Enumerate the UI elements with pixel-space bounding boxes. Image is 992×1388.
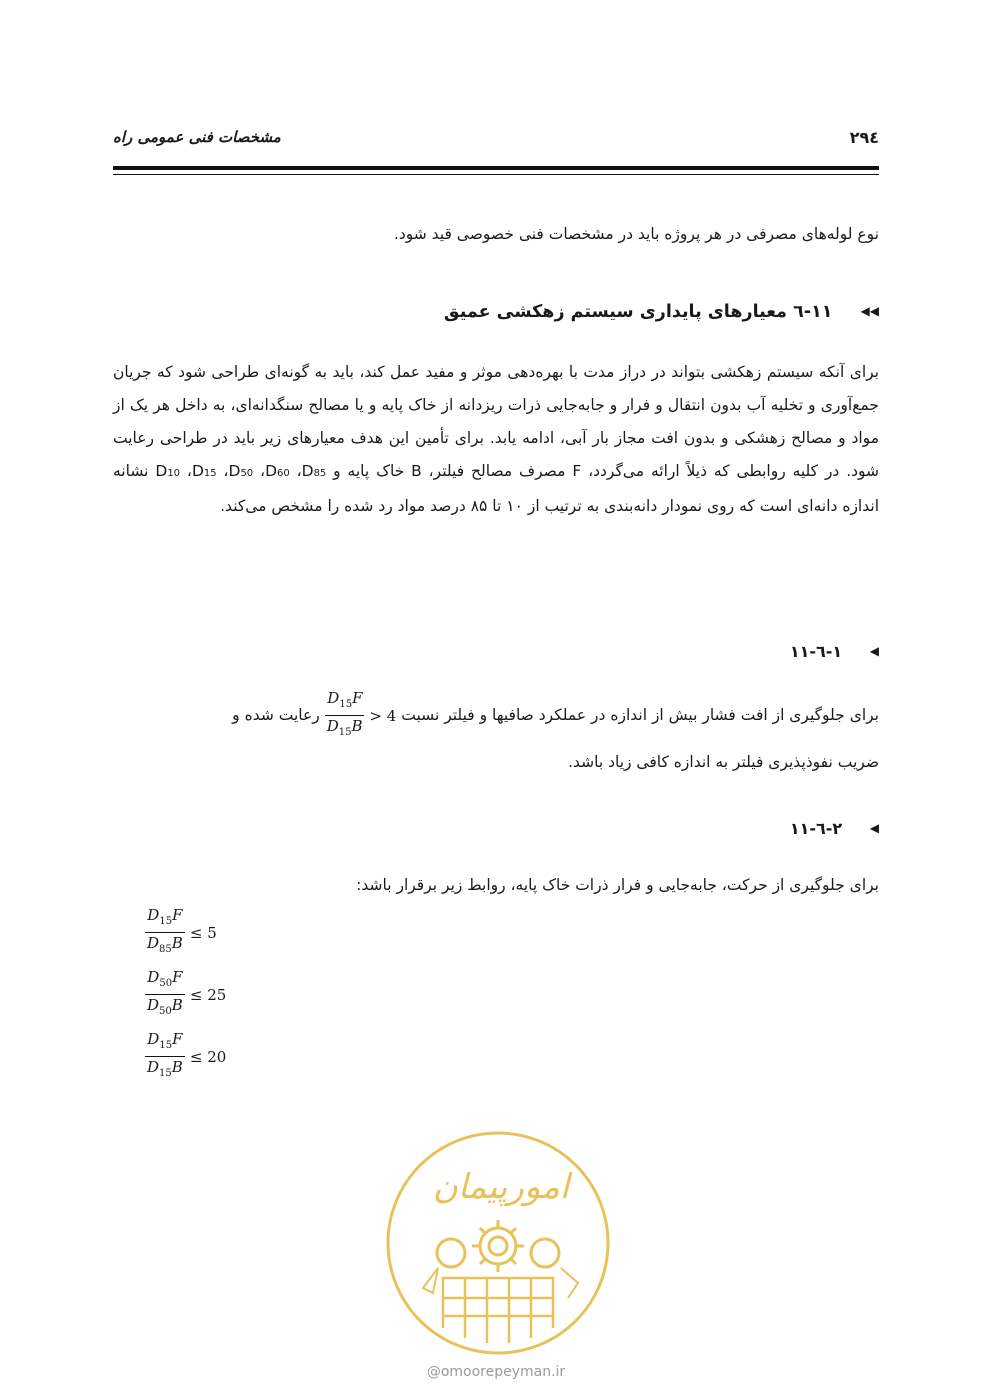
formula-3: $\frac{D_{15}F}{D_{15}B}$ ≤ 20 (147, 1030, 227, 1079)
d50-label: D50 (228, 462, 254, 480)
subsection-2-paragraph: برای جلوگیری از حرکت، جابه‌جایی و فرار ذرات خاک پایه، روابط زیر برقرار باشد: (356, 876, 879, 894)
d85-label: D85 (301, 462, 327, 480)
body-text-part1: برای آنکه سیستم زهکشی بتواند در دراز مدت با بهره‌دهی موثر و مفید عمل کند، باید به گونه‌ای طراحی شود که جریان جمع‌آوری و تخلیه آب بدون انتقال و فرار و جابه‌جایی ذرات ریزدانه از خاک پایه و یا مصالح سنگدانه‌ای، به داخل هر یک از مواد و مصالح زهشکی و بدون افت مجاز بار آبی، ادامه یابد. برای تأمین این هدف معیارهای زیر باید در طراحی رعایت شود. در کلیه روابطی که ذیلاً ارائه می‌گردد، F مصرف مصالح فیلتر، B خاک پایه و (113, 363, 880, 480)
d10-label: D10 (155, 462, 181, 480)
ratio-relation: > 4 (369, 706, 397, 725)
d-labels (302, 462, 327, 480)
subsection-heading-2 (113, 813, 879, 844)
section-heading (113, 296, 879, 327)
website-watermark: @omoorepeyman.ir (426, 1364, 566, 1380)
formula-2: $\frac{D_{50}F}{D_{50}B}$ ≤ 25 (147, 968, 227, 1017)
section-number: ۱۱-٦ (793, 302, 833, 322)
subsection-number-2: ۲-٦-۱۱ (789, 819, 843, 838)
body-paragraph: برای آنکه سیستم زهکشی بتواند در دراز مدت با بهره‌دهی موثر و مفید عمل کند، باید به گونه‌ای طراحی شود که جریان جمع‌آوری و تخلیه آب بدون انتقال و فرار و جابه‌جایی ذرات ریزدانه از خاک پایه و یا مصالح سنگدانه‌ای، به داخل هر یک از مواد و مصالح زهشکی و بدون افت مجاز بار آبی، ادامه یابد. برای تأمین این هدف معیارهای زیر باید در طراحی رعایت شود. در کلیه روابطی که ذیلاً ارائه می‌گردد، F مصرف مصالح فیلتر، B خاک پایه و D85، D60، D50، D15، D10 نشانه اندازه دانه‌ای است که روی نمودار دانه‌بندی به ترتیب از ۱۰ تا ۸۵ درصد مواد رد شده را مشخص می‌کند. (113, 363, 880, 515)
header-rule-thick (113, 166, 879, 170)
formula-1: $\frac{D_{15}F}{D_{85}B}$ ≤ 5 (147, 906, 217, 955)
svg-text:امورپیمان: امورپیمان (432, 1167, 570, 1207)
subsection-1-line2: ضریب نفوذپذیری فیلتر به اندازه کافی زیاد باشد. (568, 753, 879, 771)
running-header-title: مشخصات فنی عمومی راه (113, 128, 281, 146)
double-arrow-icon: ◀◀ (860, 304, 879, 318)
ratio-fraction: $\frac{D_{15}F}{D_{15}B}$ (326, 689, 363, 738)
header-rule-thin (113, 174, 879, 175)
omoorepeyman-logo (383, 1128, 613, 1358)
arrow-icon: ◀ (869, 821, 879, 835)
d15-label: D15 (191, 462, 217, 480)
subsection-heading-1 (113, 636, 879, 667)
d60-label: D60 (265, 462, 290, 480)
section-title: معیارهای پایداری سیستم زهکشی عمیق (443, 302, 788, 322)
body-text-part2: نشانه اندازه دانه‌ای است که روی نمودار دانه‌بندی به ترتیب از ۱۰ تا ۸۵ درصد مواد رد شده را مشخص می‌کند. (113, 462, 879, 515)
intro-paragraph: نوع لوله‌های مصرفی در هر پروژه باید در مشخصات فنی خصوصی قید شود. (393, 225, 879, 243)
subsection-number-1: ۱-٦-۱۱ (789, 642, 843, 661)
arrow-icon: ◀ (869, 644, 879, 658)
page-number: ۲۹٤ (849, 128, 879, 147)
subsection-1-paragraph: برای جلوگیری از افت فشار بیش از اندازه در عملکرد صافیها و فیلتر نسبت $\frac{D_{15}F}{D_{15}B}$ > 4 رعایت شده و (113, 689, 879, 742)
